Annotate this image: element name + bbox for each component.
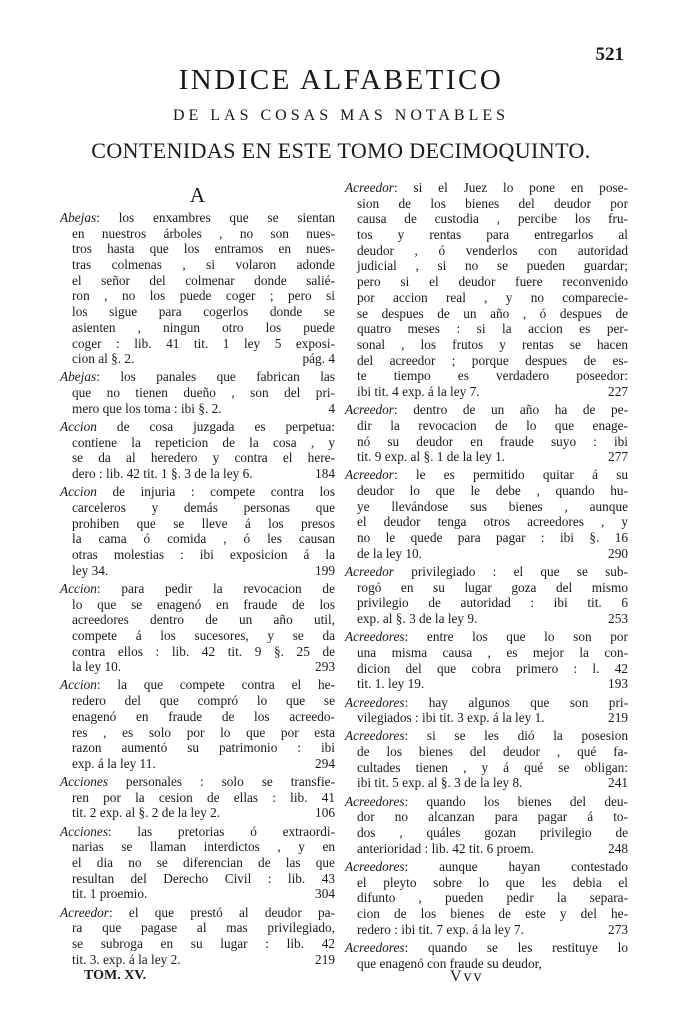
entry-line xyxy=(60,805,335,821)
entry-page-ref: 199 xyxy=(315,562,335,578)
entry-first-line xyxy=(345,940,628,956)
entry-line xyxy=(60,336,335,352)
entry-line xyxy=(60,304,335,320)
entry-text: deudor lo que le debe , quando hu- xyxy=(357,483,628,499)
entry-text: anterioridad : lib. 42 tit. 6 proem. xyxy=(357,840,534,856)
entry-line xyxy=(60,628,335,644)
entry-text: ren por la cesion de ellas : lib. 41 xyxy=(72,789,335,805)
entry-text: ibi tit. 5 exp. al §. 3 de la ley 8. xyxy=(357,775,523,791)
entry-headword: Accion xyxy=(60,484,97,500)
entry-line xyxy=(60,659,335,675)
entry-text: la ley 10. xyxy=(72,659,122,675)
entry-line xyxy=(345,258,628,274)
entry-line xyxy=(345,611,628,627)
entry-text: : dentro de un año ha de pe- xyxy=(393,402,628,418)
entry-line xyxy=(60,855,335,871)
index-title: INDICE ALFABETICO xyxy=(178,64,504,96)
entry-line xyxy=(60,886,335,902)
index-entry xyxy=(60,484,335,578)
index-entry xyxy=(60,419,335,482)
entry-text: : quando se les restituye lo xyxy=(404,939,628,955)
index-subtitle: DE LAS COSAS MAS NOTABLES xyxy=(172,107,510,124)
entry-text: tit. 1 proemio. xyxy=(72,886,148,902)
entry-text: del acreedor ; porque despues de es- xyxy=(357,352,628,368)
right-column xyxy=(345,180,628,974)
section-letter: A xyxy=(189,183,206,207)
entry-page-ref: 4 xyxy=(328,400,335,416)
entry-text: tras colmenas , si volaron adonde xyxy=(72,257,335,273)
index-entry xyxy=(345,794,628,857)
index-entry xyxy=(60,774,335,821)
entry-text: res , es solo por lo que por esta xyxy=(72,724,335,740)
entry-text: se da al heredero y contra el here- xyxy=(72,450,335,466)
entry-text: una misma causa , es mejor la con- xyxy=(357,644,628,660)
entry-text: : la que compete contra el he- xyxy=(96,677,335,693)
index-entry xyxy=(60,677,335,771)
entry-first-line xyxy=(345,859,628,875)
entry-line xyxy=(345,760,628,776)
entry-line xyxy=(60,612,335,628)
entry-text: : el que prestó al deudor pa- xyxy=(108,904,335,920)
entry-text: redero : ibi tit. 7 exp. á la ley 7. xyxy=(357,921,524,937)
entry-line xyxy=(60,288,335,304)
entry-line xyxy=(60,644,335,660)
entry-line xyxy=(345,710,628,726)
entry-text: que no tienen dueño , son del pri- xyxy=(72,385,335,401)
entry-line xyxy=(60,563,335,579)
entry-first-line xyxy=(345,402,628,418)
entry-text: por accion real , y no comparecie- xyxy=(357,289,628,305)
entry-line xyxy=(345,306,628,322)
entry-line xyxy=(60,226,335,242)
entry-line xyxy=(345,227,628,243)
entry-first-line xyxy=(60,677,335,693)
entry-text: tit. 3. exp. á la ley 2. xyxy=(72,951,181,967)
entry-line xyxy=(60,871,335,887)
entry-text: que enagenó con fraude su deudor, xyxy=(357,955,542,971)
entry-line xyxy=(345,775,628,791)
entry-text: dos , quáles gozan privilegio de xyxy=(357,825,628,840)
entry-first-line xyxy=(345,629,628,645)
entry-text: mero que los toma : ibi §. 2. xyxy=(72,400,222,416)
entry-text: cion al §. 2. xyxy=(72,351,135,367)
entry-text: la cama ó comida , ó les causan xyxy=(72,531,335,547)
entry-line xyxy=(345,483,628,499)
entry-text: ron , no los puede coger ; pero si xyxy=(72,288,335,304)
entry-text: dero : lib. 42 tit. 1 §. 3 de la ley 6. xyxy=(72,466,253,481)
entry-text: razon aumentó su patrimonio : ibi xyxy=(72,740,335,756)
entry-page-ref: 248 xyxy=(608,840,628,856)
entry-line xyxy=(60,725,335,741)
entry-text: judicial , si no se pueden guardar; xyxy=(357,258,628,274)
entry-line xyxy=(345,825,628,841)
entry-text: : los enxambres que se sientan xyxy=(96,210,335,225)
entry-page-ref: pág. 4 xyxy=(302,351,335,367)
entry-text: se subroga en su lugar : lib. 42 xyxy=(72,935,335,951)
entry-text: el dia no se diferencian de las que xyxy=(72,855,335,870)
entry-text: : si el Juez lo pone en pose- xyxy=(393,180,628,195)
entry-line xyxy=(345,274,628,290)
entry-headword: Acreedor xyxy=(345,180,394,195)
entry-line xyxy=(60,516,335,532)
entry-line xyxy=(345,676,628,692)
entry-text: exp. á la ley 11. xyxy=(72,755,156,771)
entry-text: : las pretorias ó extraordi- xyxy=(108,823,335,839)
entry-text: contra ellos : lib. 42 tit. 9 §. 25 de xyxy=(72,643,335,659)
entry-text: de cosa juzgada es perpetua: xyxy=(96,418,335,434)
entry-line xyxy=(60,547,335,563)
entry-text: : para pedir la revocacion de xyxy=(96,580,335,596)
left-entry-list xyxy=(60,210,335,967)
index-entry xyxy=(345,695,628,726)
entry-line xyxy=(60,351,335,367)
entry-headword: Acciones xyxy=(60,774,108,790)
entry-line xyxy=(60,597,335,613)
entry-text: resultan del Derecho Civil : lib. 43 xyxy=(72,870,335,886)
right-entry-list xyxy=(345,180,628,971)
entry-text: : aunque hayan contestado xyxy=(404,858,628,874)
entry-text: exp. al §. 3 de la ley 9. xyxy=(357,611,478,627)
entry-text: cultades tienen , y á qué se obligan: xyxy=(357,759,628,775)
index-entry xyxy=(345,629,628,692)
index-entry xyxy=(345,564,628,627)
entry-text: no le quede para pagar : ibi §. 16 xyxy=(357,530,628,546)
entry-line xyxy=(345,514,628,530)
entry-text: : le es permitido quitar á su xyxy=(393,467,628,483)
entry-line xyxy=(345,956,628,972)
entry-line xyxy=(345,922,628,938)
entry-text: : los panales que fabrican las xyxy=(96,369,335,385)
entry-text: ley 34. xyxy=(72,562,109,578)
entry-text: contiene la repeticion de la cosa , y xyxy=(72,434,335,450)
entry-line xyxy=(345,841,628,857)
index-entry xyxy=(60,210,335,367)
entry-line xyxy=(60,385,335,401)
entry-first-line xyxy=(345,467,628,483)
entry-page-ref: 290 xyxy=(608,545,628,561)
entry-page-ref: 219 xyxy=(315,951,335,967)
entry-line xyxy=(345,744,628,760)
entry-text: narias se llaman interdictos , y en xyxy=(72,839,335,855)
entry-text: compete á los sucesores, y se da xyxy=(72,627,335,643)
entry-line xyxy=(60,952,335,968)
entry-line xyxy=(60,320,335,336)
entry-text: : si se les dió la posesion xyxy=(404,728,628,744)
entry-text: causa de custodia , percibe los fru- xyxy=(357,211,628,227)
entry-text: : quando los bienes del deu- xyxy=(404,793,628,809)
entry-text: tit. 2 exp. al §. 2 de la ley 2. xyxy=(72,805,221,821)
index-entry xyxy=(60,581,335,675)
entry-page-ref: 193 xyxy=(608,676,628,692)
entry-text: lo que se enagenó en fraude de los xyxy=(72,596,335,612)
entry-headword: Acreedor xyxy=(345,402,394,418)
entry-first-line xyxy=(60,484,335,500)
entry-line xyxy=(345,290,628,306)
entry-line xyxy=(60,435,335,451)
entry-line xyxy=(345,875,628,891)
entry-line xyxy=(60,740,335,756)
entry-first-line xyxy=(345,695,628,711)
entry-headword: Abejas xyxy=(60,210,97,225)
index-entry xyxy=(60,824,335,902)
entry-text: prohiben que se lleve á los presos xyxy=(72,515,335,531)
entry-line xyxy=(345,661,628,677)
entry-text: ye llevándose sus bienes , aunque xyxy=(357,498,628,514)
entry-first-line xyxy=(60,774,335,790)
entry-text: se despues de un año , ó despues de xyxy=(357,305,628,321)
entry-line xyxy=(345,321,628,337)
entry-text: sonal , los frutos y rentas se hacen xyxy=(357,336,628,352)
entry-text: pero si el deudor fuere reconvenido xyxy=(357,274,628,290)
entry-headword: Acreedor xyxy=(60,904,109,920)
entry-text: enagenó en fraude de los acreedo- xyxy=(72,708,335,724)
entry-first-line xyxy=(60,824,335,840)
entry-text: te tiempo es verdadero poseedor: xyxy=(357,368,628,384)
index-entry xyxy=(345,940,628,971)
entry-headword: Acreedores xyxy=(345,728,405,744)
index-entry xyxy=(345,467,628,561)
entry-page-ref: 106 xyxy=(315,805,335,821)
entry-line xyxy=(345,499,628,515)
entry-first-line xyxy=(60,419,335,435)
left-column xyxy=(60,180,335,970)
entry-line xyxy=(345,449,628,465)
entry-line xyxy=(60,273,335,289)
entry-text: tros hasta que los entramos en nues- xyxy=(72,241,335,257)
entry-line xyxy=(60,401,335,417)
entry-first-line xyxy=(345,794,628,810)
index-entry xyxy=(60,369,335,416)
index-entry xyxy=(345,180,628,400)
entry-text: : entre los que lo son por xyxy=(404,629,628,645)
entry-text: rogó en su lugar goza del mismo xyxy=(357,579,628,595)
entry-text: personales : solo se transfie- xyxy=(108,774,335,790)
index-entry xyxy=(345,859,628,937)
entry-text: otras molestias : ibi exposicion á la xyxy=(72,546,335,562)
index-entry xyxy=(345,402,628,465)
entry-text: difunto , pueden pedir la separa- xyxy=(357,890,628,906)
entry-text: quatro meses : si la accion es per- xyxy=(357,321,628,337)
entry-page-ref: 253 xyxy=(608,611,628,627)
entry-text: tos y rentas para entregarlos al xyxy=(357,227,628,243)
entry-page-ref: 241 xyxy=(608,775,628,791)
entry-line xyxy=(345,595,628,611)
entry-line xyxy=(345,418,628,434)
entry-line xyxy=(60,839,335,855)
entry-headword: Accion xyxy=(60,418,97,434)
entry-headword: Acreedores xyxy=(345,939,405,955)
entry-text: deudor , ó venderlos con autoridad xyxy=(357,242,628,258)
entry-text: de injuria : compete contra los xyxy=(96,484,335,500)
entry-line xyxy=(345,337,628,353)
entry-line xyxy=(345,368,628,384)
entry-headword: Accion xyxy=(60,677,97,693)
entry-text: sion de los bienes del deudor por xyxy=(357,195,628,211)
entry-line xyxy=(60,257,335,273)
entry-line xyxy=(345,645,628,661)
entry-headword: Acreedor xyxy=(345,564,394,579)
entry-text: ra que pagase al mas privilegiado, xyxy=(72,920,335,936)
entry-page-ref: 184 xyxy=(315,466,335,481)
entry-line xyxy=(60,500,335,516)
entry-line xyxy=(345,580,628,596)
entry-line xyxy=(60,693,335,709)
entry-page-ref: 273 xyxy=(608,921,628,937)
entry-text: de la ley 10. xyxy=(357,545,422,561)
entry-first-line xyxy=(345,180,628,196)
entry-text: en nuestros árboles , no son nues- xyxy=(72,225,335,241)
entry-page-ref: 304 xyxy=(315,886,335,902)
entry-text: privilegiado : el que se sub- xyxy=(393,564,628,579)
entry-text: coger : lib. 41 tit. 1 ley 5 exposi- xyxy=(72,335,335,351)
index-entry xyxy=(345,728,628,791)
entry-line xyxy=(345,243,628,259)
entry-line xyxy=(345,211,628,227)
entry-text: cion de los bienes de este y del he- xyxy=(357,905,628,921)
entry-line xyxy=(345,353,628,369)
entry-page-ref: 277 xyxy=(608,449,628,465)
index-entry xyxy=(60,905,335,968)
entry-text: el señor del colmenar donde salié- xyxy=(72,272,335,288)
entry-text: dicion del que cobra primero : l. 42 xyxy=(357,660,628,676)
entry-line xyxy=(60,450,335,466)
entry-line xyxy=(345,890,628,906)
gathering-signature: Vvv xyxy=(450,968,484,985)
entry-line xyxy=(345,546,628,562)
entry-line xyxy=(60,531,335,547)
entry-text: privilegio de autoridad : ibi tit. 6 xyxy=(357,595,628,611)
volume-signature: TOM. XV. xyxy=(84,968,147,983)
entry-headword: Acreedores xyxy=(345,629,405,645)
page-number: 521 xyxy=(595,44,624,65)
entry-line xyxy=(60,920,335,936)
entry-first-line xyxy=(345,564,628,580)
entry-text: ibi tit. 4 exp. á la ley 7. xyxy=(357,383,480,399)
entry-text: redero del que compró lo que se xyxy=(72,693,335,709)
entry-line xyxy=(345,906,628,922)
entry-first-line xyxy=(60,581,335,597)
entry-line xyxy=(60,466,335,482)
entry-headword: Acreedores xyxy=(345,694,405,710)
entry-headword: Acreedor xyxy=(345,467,394,483)
entry-text: dir la revocacion de lo que enage- xyxy=(357,417,628,433)
entry-page-ref: 227 xyxy=(608,383,628,399)
entry-text: carceleros y demás personas que xyxy=(72,499,335,515)
entry-headword: Accion xyxy=(60,580,97,596)
entry-text: tit. 9 exp. al §. 1 de la ley 1. xyxy=(357,449,506,465)
entry-text: el pleyto sobre lo que les debia el xyxy=(357,874,628,890)
entry-page-ref: 219 xyxy=(608,710,628,726)
entry-text: de los bienes del deudor , qué fa- xyxy=(357,744,628,760)
entry-text: nó su deudor en fraude suyo : ibi xyxy=(357,433,628,449)
entry-first-line xyxy=(60,369,335,385)
entry-line xyxy=(60,790,335,806)
index-subtitle-volume: CONTENIDAS EN ESTE TOMO DECIMOQUINTO. xyxy=(91,138,591,163)
entry-line xyxy=(345,530,628,546)
entry-text: acreedores dentro de un año util, xyxy=(72,612,335,628)
entry-line xyxy=(345,196,628,212)
entry-text: dor no alcanzan para pagar á to- xyxy=(357,809,628,825)
entry-headword: Acreedores xyxy=(345,793,405,809)
entry-line xyxy=(345,384,628,400)
entry-line xyxy=(345,809,628,825)
entry-line xyxy=(60,709,335,725)
entry-headword: Acreedores xyxy=(345,858,405,874)
entry-first-line xyxy=(60,210,335,226)
entry-line xyxy=(345,434,628,450)
entry-page-ref: 294 xyxy=(315,755,335,771)
entry-line xyxy=(60,241,335,257)
entry-first-line xyxy=(60,905,335,921)
entry-text: el deudor tenga otros acreedores , y xyxy=(357,514,628,530)
entry-text: : hay algunos que son pri- xyxy=(404,694,628,710)
entry-text: los sigue para cogerlos donde se xyxy=(72,304,335,320)
entry-page-ref: 293 xyxy=(315,659,335,675)
entry-headword: Abejas xyxy=(60,369,97,385)
entry-line xyxy=(60,936,335,952)
entry-text: tit. 1. ley 19. xyxy=(357,676,425,692)
entry-first-line xyxy=(345,728,628,744)
entry-text: vilegiados : ibi tit. 3 exp. á la ley 1. xyxy=(357,710,545,726)
entry-headword: Acciones xyxy=(60,823,108,839)
entry-line xyxy=(60,756,335,772)
entry-text: asienten , ningun otro los puede xyxy=(72,319,335,335)
